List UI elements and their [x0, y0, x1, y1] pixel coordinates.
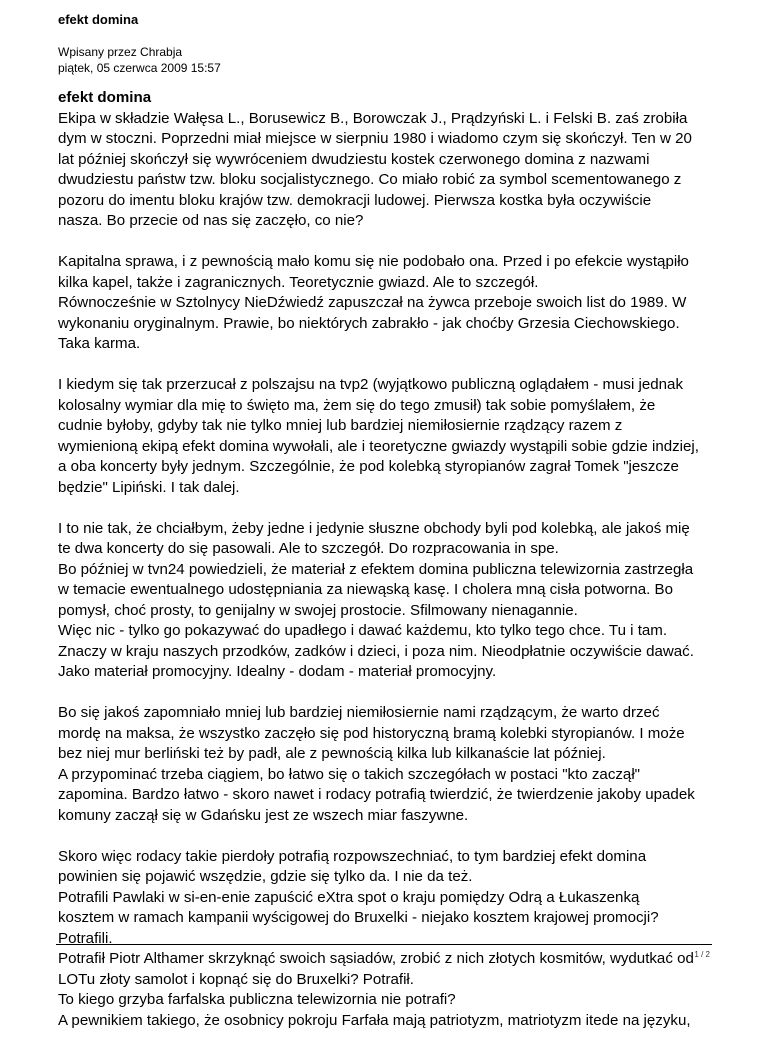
paragraph-line: A przypominać trzeba ciągiem, bo łatwo się o takich szczegółach w postaci "kto zaczął"	[58, 765, 641, 783]
paragraph-line: powinien się pojawić wszędzie, gdzie się tylko da. I nie da też.	[58, 868, 473, 885]
paragraph-line: Taka karma.	[58, 335, 141, 352]
paragraph-line: Więc nic - tylko go pokazywać do upadłego i dawać każdemu, kto tylko tego chce. Tu i tam.	[58, 622, 668, 639]
paragraph-line: Potrafił Piotr Althamer skrzyknąć swoich sąsiadów, zrobić z nich złotych kosmitów, wydutkać od	[58, 950, 694, 967]
article-paragraph	[58, 109, 718, 232]
paragraph-line: To kiego grzyba farfalska publiczna telewizornia nie potrafi?	[58, 991, 456, 1008]
paragraph-line: Jako materiał promocyjny. Idealny - dodam - materiał promocyjny.	[58, 663, 497, 680]
paragraph-line: w temacie ewentualnego udostępniania za niewąską kasę. I cholera mną cisła potworna. Bo	[58, 581, 674, 598]
paragraph-line: Potrafili.	[58, 929, 113, 947]
footer-divider	[56, 944, 712, 945]
article-body	[58, 109, 718, 1032]
paragraph-line: a oba koncerty były jednym. Szczególnie, że pod kolebką styropianów zagrał Tomek "jeszcze	[58, 458, 679, 475]
author-line: Wpisany przez Chrabja	[58, 45, 183, 59]
paragraph-line: Równocześnie w Sztolnycy NieDźwiedź zapuszczał na żywca przeboje swoich list do 1989. W	[58, 294, 687, 311]
paragraph-line: Znaczy w kraju naszych przodków, zadków i dzieci, i poza nim. Nieodpłatnie oczywiście dawać.	[58, 642, 694, 660]
document-header-title: efekt domina	[58, 12, 139, 27]
paragraph-line: I kiedym się tak przerzucał z polszajsu na tvp2 (wyjątkowo publiczną oglądałem - musi jednak	[58, 376, 683, 393]
paragraph-line: kilka kapel, także i zagranicznych. Teoretycznie gwiazd. Ale to szczegół.	[58, 273, 539, 291]
article-paragraph	[58, 519, 718, 683]
paragraph-line: Bo później w tvn24 powiedzieli, że materiał z efektem domina publiczna telewizornia zastrzegła	[58, 560, 694, 578]
article-paragraph	[58, 703, 718, 826]
paragraph-line: wymienioną ekipą efekt domina wywołali, ale i teoretyczne gwiazdy wystąpili sobie gdzie indziej,	[58, 437, 699, 455]
paragraph-line: Bo się jakoś zapomniało mniej lub bardziej niemiłosiernie nami rządzącym, że warto drzeć	[58, 704, 660, 721]
date-line: piątek, 05 czerwca 2009 15:57	[58, 61, 221, 75]
paragraph-line: lat później skończył się wywróceniem dwudziestu kostek czerwonego domina z nazwami	[58, 150, 650, 168]
article-paragraph	[58, 375, 718, 498]
paragraph-line: kosztem w ramach kampanii wyścigowej do Bruxelki - niejako kosztem krajowej promocji?	[58, 909, 659, 926]
paragraph-line: pomysł, choć prosty, to genijalny w swojej prostocie. Sfilmowany nienagannie.	[58, 601, 578, 619]
paragraph-line: Potrafili Pawlaki w si-en-enie zapuścić eXtra spot o kraju pomiędzy Odrą a Łukaszenką	[58, 888, 640, 906]
article-paragraph	[58, 252, 718, 355]
paragraph-line: A pewnikiem takiego, że osobnicy pokroju Farfała mają patriotyzm, matriotyzm itede na języku,	[58, 1011, 691, 1029]
article-meta	[58, 44, 221, 76]
paragraph-line: dym w stoczni. Poprzedni miał miejsce w sierpniu 1980 i wiadomo czym się skończył. Ten w 20	[58, 130, 692, 147]
paragraph-line: będzie" Lipiński. I tak dalej.	[58, 478, 240, 496]
paragraph-line: zapomina. Bardzo łatwo - skoro nawet i rodacy potrafią twierdzić, że twierdzenie jakoby upadek	[58, 786, 695, 803]
paragraph-line: kolosalny wymiar dla mię to święto ma, żem się do tego zmusił) tak sobie pomyślałem, że	[58, 396, 656, 414]
paragraph-line: wykonaniu oryginalnym. Prawie, bo niektórych zabrakło - jak choćby Grzesia Ciechowskiego.	[58, 314, 680, 332]
paragraph-line: Kapitalna sprawa, i z pewnością mało komu się nie podobało ona. Przed i po efekcie wystąpiło	[58, 253, 689, 270]
paragraph-line: komuny zaczął się w Gdańsku jest ze wszech miar faszywne.	[58, 806, 469, 824]
paragraph-line: pozoru do imentu bloku krajów tzw. demokracji ludowej. Pierwsza kostka była oczywiście	[58, 191, 652, 209]
paragraph-line: nasza. Bo przecie od nas się zaczęło, co nie?	[58, 212, 364, 229]
paragraph-line: LOTu złoty samolot i kopnąć się do Bruxelki? Potrafił.	[58, 970, 414, 988]
paragraph-line: Skoro więc rodacy takie pierdoły potrafią rozpowszechniać, to tym bardziej efekt domina	[58, 847, 647, 865]
paragraph-line: mordę na maksa, że wszystko zaczęło się pod historyczną bramą kolebki styropianów. I może	[58, 724, 685, 742]
paragraph-line: dwudziestu państw tzw. bloku socjalistycznego. Co miało robić za symbol scementowanego z	[58, 171, 682, 188]
article-paragraph	[58, 847, 718, 1032]
paragraph-line: Ekipa w składzie Wałęsa L., Borusewicz B., Borowczak J., Prądzyński L. i Felski B. zaś zrobiła	[58, 109, 688, 127]
article-content	[58, 88, 718, 1052]
paragraph-line: cudnie byłoby, gdyby tak nie tylko mniej lub bardziej niemiłosiernie rządzący razem z	[58, 417, 623, 434]
paragraph-line: bez niej mur berliński też by padł, ale z pewnością kilka lub kilkanaście lat później.	[58, 745, 606, 762]
page-number: 1 / 2	[694, 950, 710, 959]
paragraph-line: te dwa koncerty do się pasowali. Ale to szczegół. Do rozpracowania in spe.	[58, 540, 559, 557]
paragraph-line: I to nie tak, że chciałbym, żeby jedne i jedynie słuszne obchody byli pod kolebką, ale jakoś mię	[58, 519, 690, 537]
article-title: efekt domina	[58, 89, 152, 106]
